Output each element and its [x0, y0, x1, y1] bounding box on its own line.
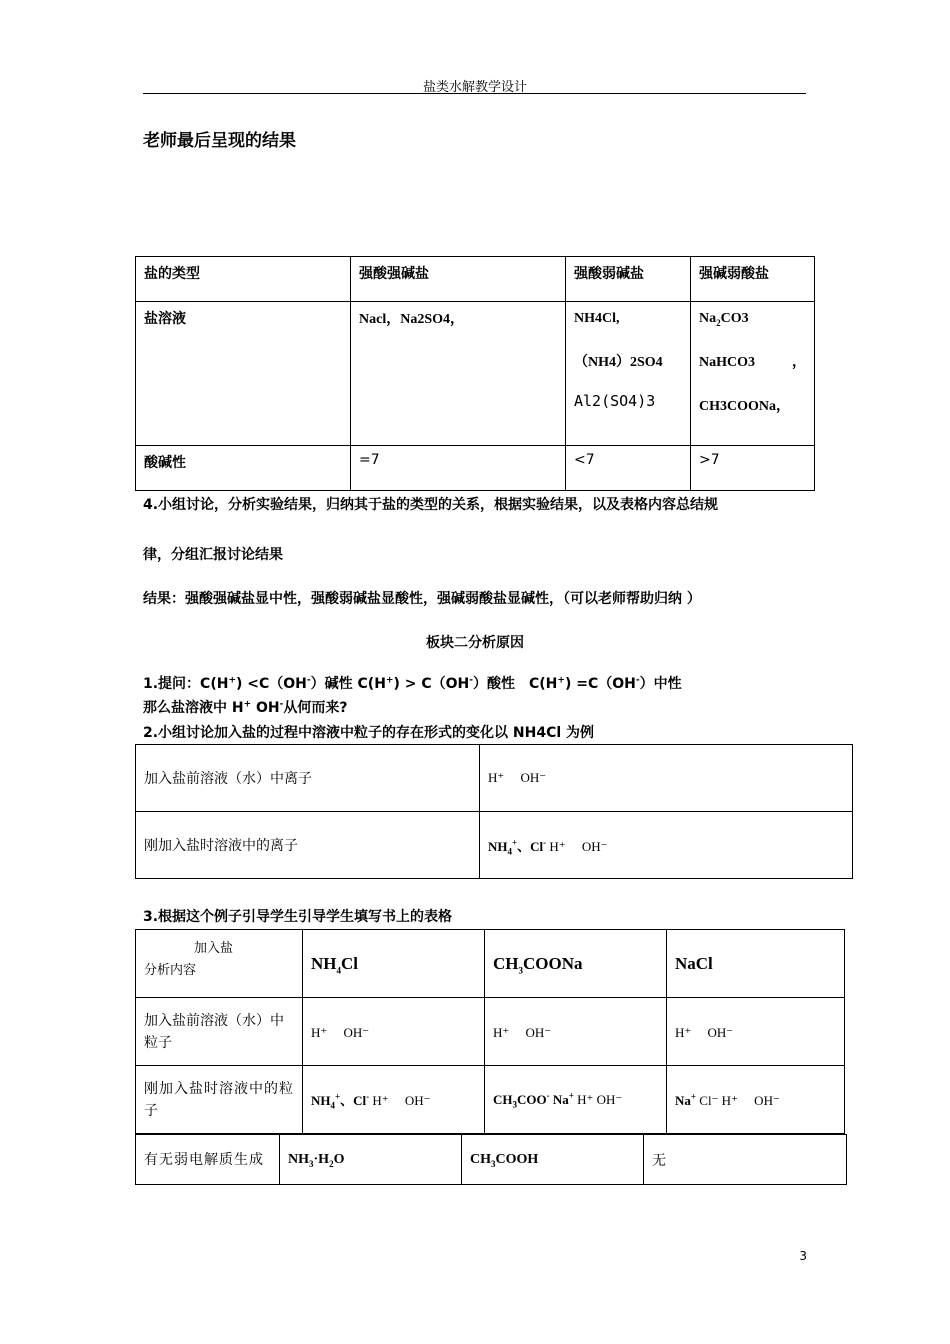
table3-row1-nacl: H⁺ OH⁻ — [667, 998, 845, 1066]
table1-row-acidity-label: 酸碱性 — [136, 446, 351, 491]
basic-salt-2: NaHCO3 ， — [699, 355, 806, 370]
question-2: 2.小组讨论加入盐的过程中溶液中粒子的存在形式的变化以 NH4Cl 为例 — [143, 725, 595, 741]
table3-col-ch3coona: $CH_3COONa$ — [485, 930, 667, 998]
table3-row1-ch3coona: H⁺ OH⁻ — [485, 998, 667, 1066]
table1-header-strong-strong: 强酸强碱盐 — [351, 257, 566, 302]
table1-header-strong-base-weak-acid: 强碱弱酸盐 — [691, 257, 815, 302]
table3-row1-label: 加入盐前溶液（水）中粒子 — [136, 998, 303, 1066]
table1-solution-neutral: Nacl，Na2SO4， — [351, 302, 566, 446]
salt-analysis-table — [135, 929, 845, 1134]
table1-row-solution-label: 盐溶液 — [136, 302, 351, 446]
table3-row3-label: 有无弱电解质生成 — [136, 1135, 280, 1185]
corner-analysis: 分析内容 — [144, 963, 197, 978]
table1-header-type: 盐的类型 — [136, 257, 351, 302]
basic-salt-3: CH3COONa， — [699, 399, 790, 414]
table3-row3-nacl: 无 — [644, 1135, 847, 1185]
acidic-salt-2: （NH4）2SO4 — [574, 355, 663, 370]
table1-header-strong-acid-weak-base: 强酸弱碱盐 — [566, 257, 691, 302]
table3-col-nacl: NaCl — [667, 930, 845, 998]
table3-row2-ch3coona: $CH_3COO^-$ Na+ H⁺ OH⁻ — [485, 1066, 667, 1134]
table2-row2-label: 刚加入盐时溶液中的离子 — [136, 812, 480, 879]
corner-add-salt: 加入盐 — [194, 941, 234, 956]
acidic-salt-1: NH4Cl, — [574, 311, 620, 326]
question-1: 1.提问：C(H+) <C（OH-）碱性 C(H+) > C（OH-）酸性 C(H+) =C（OH-）中性 — [143, 675, 682, 692]
discussion-paragraph-line1: 4.小组讨论，分析实验结果，归纳其于盐的类型的关系，根据实验结果，以及表格内容总结规 — [143, 497, 719, 513]
table2-row1-value: H⁺ OH⁻ — [480, 745, 853, 812]
result-line: 结果：强酸强碱盐显中性，强酸弱碱盐显酸性，强碱弱酸盐显碱性，（可以老师帮助归纳 ） — [143, 591, 701, 607]
question-3: 3.根据这个例子引导学生引导学生填写书上的表格 — [143, 909, 453, 925]
table3-row3-ch3coona: $CH_3COOH$ — [462, 1135, 644, 1185]
question-1-line2: 那么盐溶液中 H+ OH-从何而来? — [143, 699, 348, 716]
table3-row2-nh4cl: $NH_4^+$、Cl- H⁺ OH⁻ — [303, 1066, 485, 1134]
discussion-paragraph-line2: 律，分组汇报讨论结果 — [143, 547, 283, 563]
table3-col-nh4cl: $NH_4Cl$ — [303, 930, 485, 998]
table3-row2-nacl: Na+ Cl⁻ H⁺ OH⁻ — [667, 1066, 845, 1134]
table3-corner — [136, 930, 303, 998]
table1-solution-basic — [691, 302, 815, 446]
table1-acidity-basic: >7 — [691, 446, 815, 491]
table2-row1-label: 加入盐前溶液（水）中离子 — [136, 745, 480, 812]
section2-title: 板块二分析原因 — [426, 635, 524, 651]
ion-change-table — [135, 744, 853, 879]
table3-row3-nh4cl: $NH_3\cdot H_2O$ — [280, 1135, 462, 1185]
table1-acidity-acidic: <7 — [566, 446, 691, 491]
table2-row2-value: $NH_4^+$、Cl- H⁺ OH⁻ — [480, 812, 853, 879]
header-divider — [143, 93, 806, 94]
table1-solution-acidic — [566, 302, 691, 446]
basic-salt-1: $Na_2CO3$ — [699, 311, 749, 328]
salt-type-table — [135, 256, 815, 491]
table3-row1-nh4cl: H⁺ OH⁻ — [303, 998, 485, 1066]
table3-row2-label: 刚加入盐时溶液中的粒子 — [136, 1066, 303, 1134]
document-header-title: 盐类水解教学设计 — [422, 80, 527, 95]
section-title: 老师最后呈现的结果 — [143, 131, 296, 151]
weak-electrolyte-row — [135, 1134, 847, 1185]
table1-acidity-neutral: =7 — [351, 446, 566, 491]
page-number: 3 — [799, 1249, 807, 1263]
acidic-salt-3: Al2(SO4)3 — [574, 392, 656, 410]
